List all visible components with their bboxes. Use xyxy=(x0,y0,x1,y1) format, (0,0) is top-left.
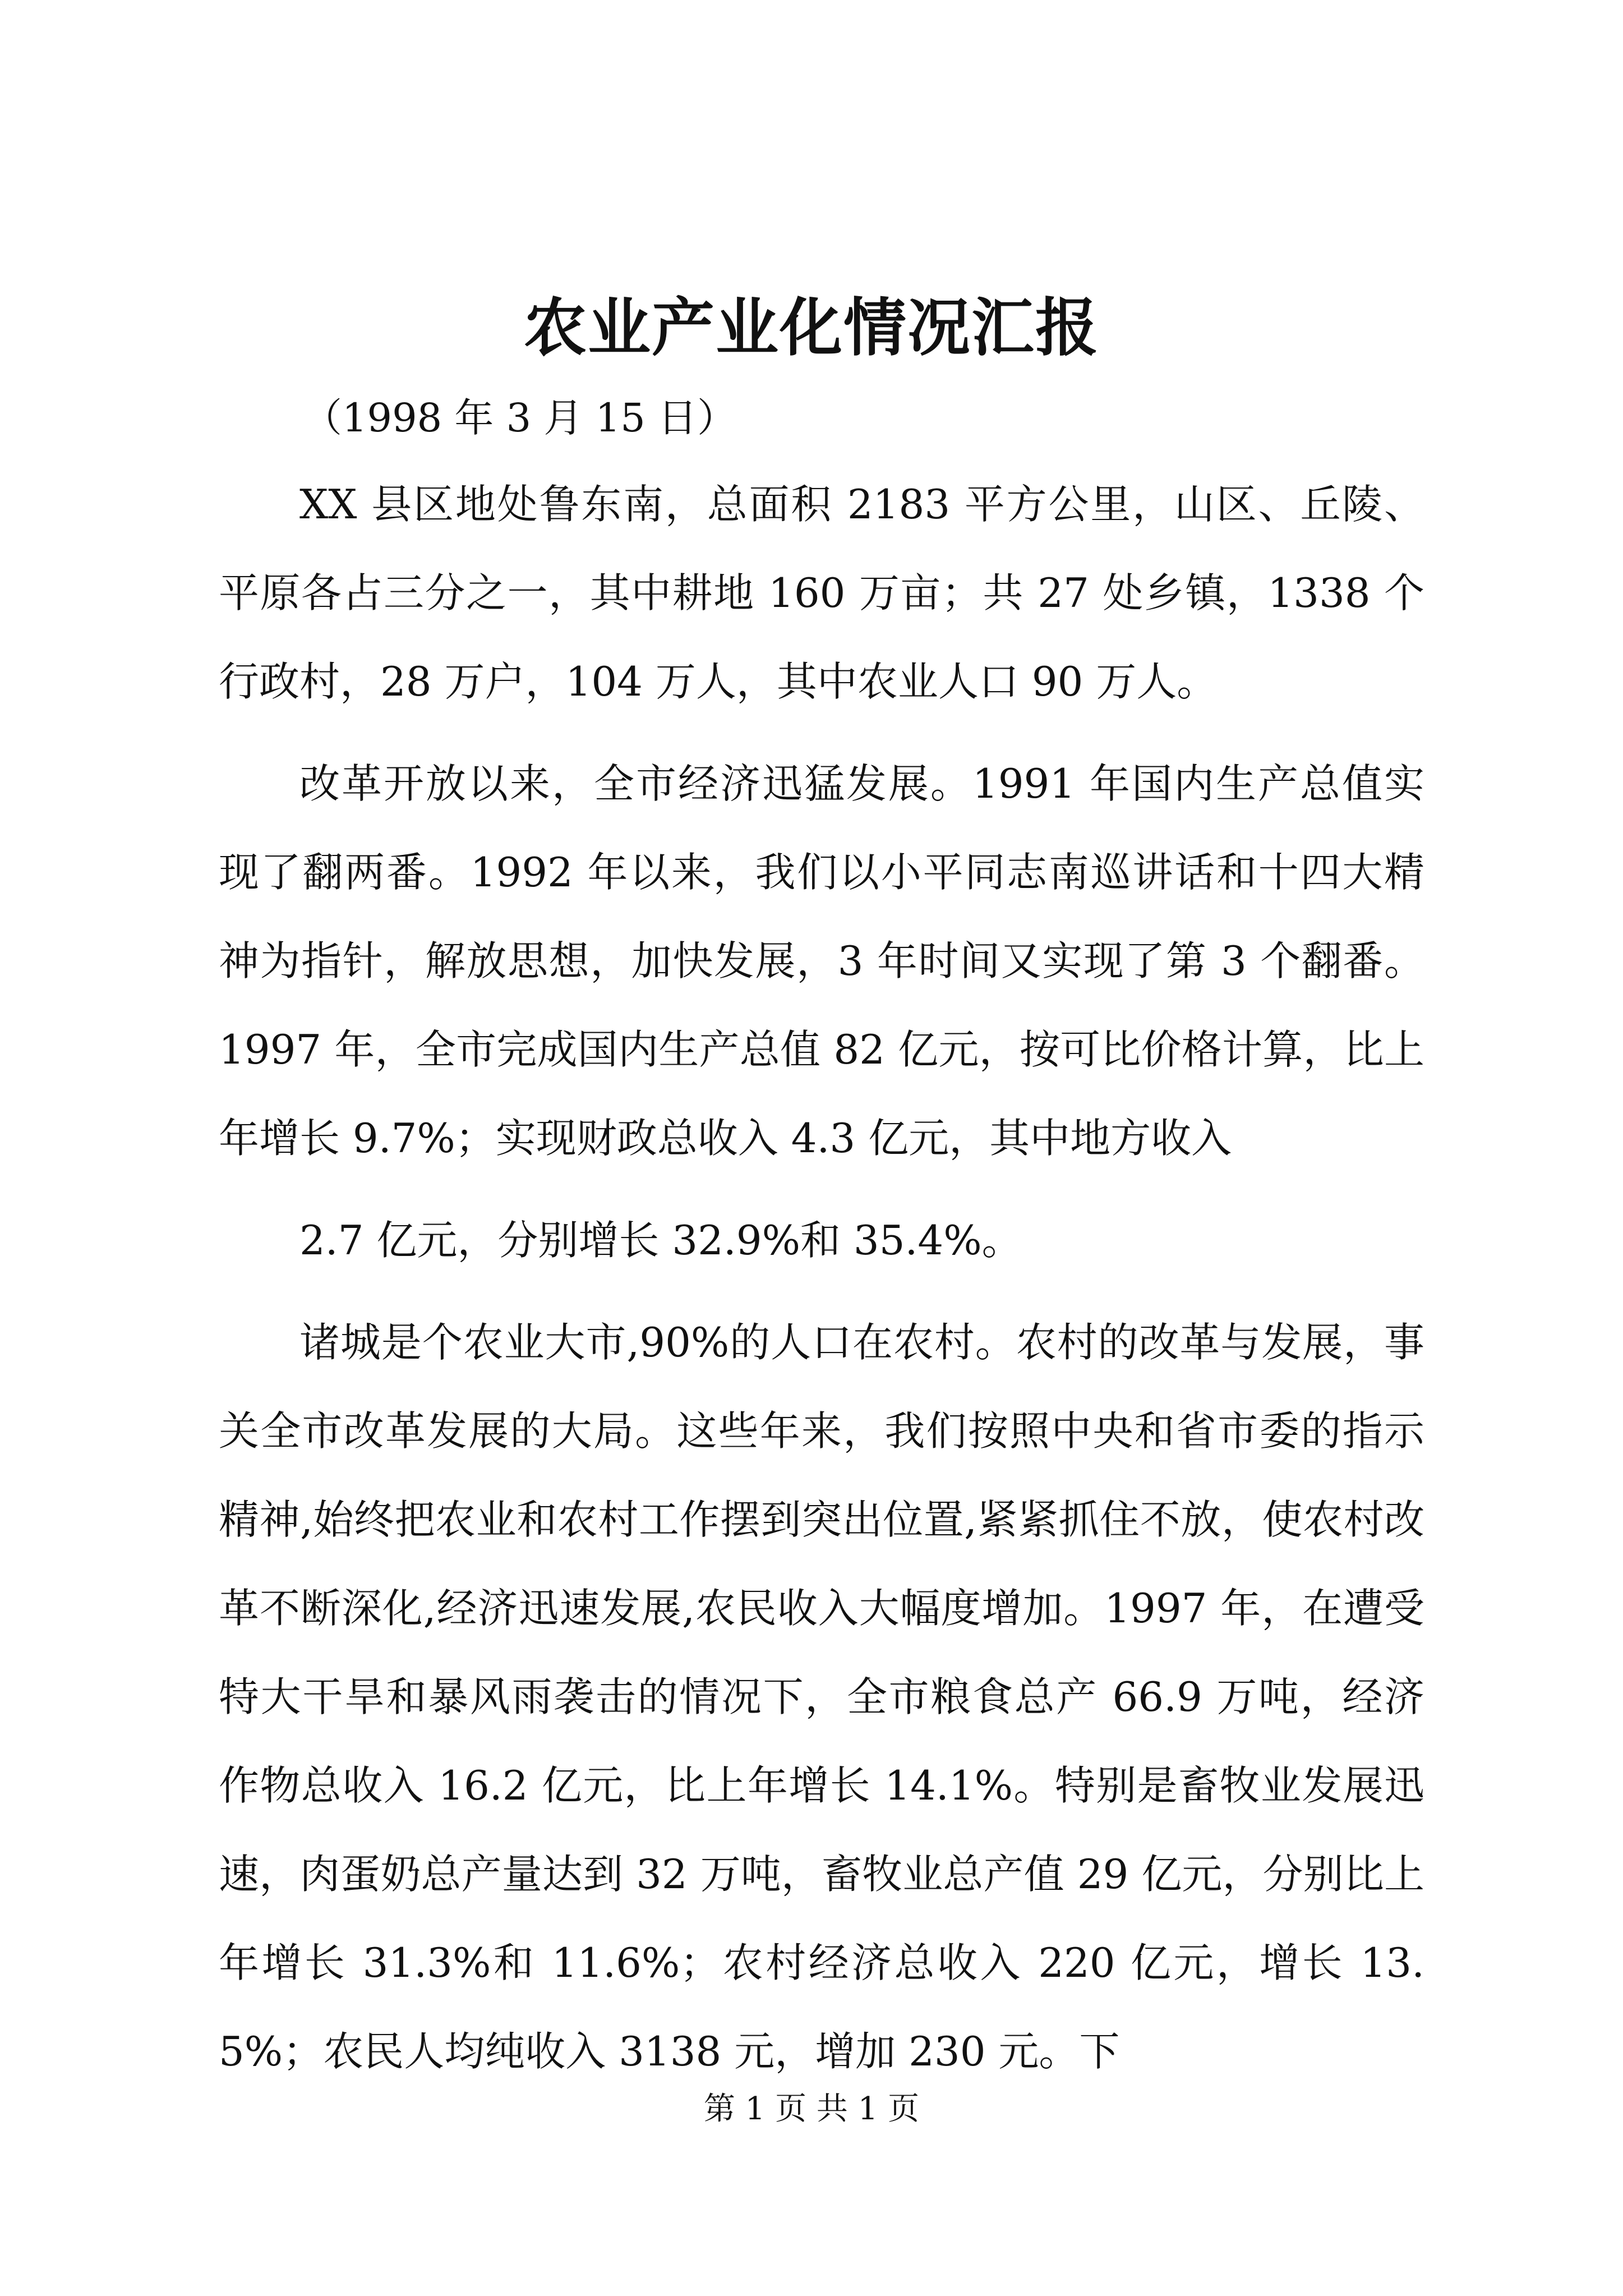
paragraph-overview: XX 县区地处鲁东南，总面积 2183 平方公里，山区、丘陵、平原各占三分之一，其中耕地 160 万亩；共 27 处乡镇，1338 个行政村，28 万户，104 万人，其中农业人口 90 万人。 xyxy=(219,481,1424,705)
paragraph-revenue-growth: 2.7 亿元，分别增长 32.9%和 35.4%。 xyxy=(299,1217,1022,1264)
document-date: （1998 年 3 月 15 日） xyxy=(303,395,737,441)
paragraph-agriculture: 诸城是个农业大市,90%的人口在农村。农村的改革与发展，事关全市改革发展的大局。这些年来，我们按照中央和省市委的指示精神,始终把农业和农村工作摆到突出位置,紧紧抓住不放，使农村改革不断深化,经济迅速发展,农民收入大幅度增加。1997 年，在遭受特大干旱和暴风雨袭击的情况下，全市粮食总产 66.9 万吨，经济作物总收入 16.2 亿元，比上年增长 14.1%。特别是畜牧业发展迅速，肉蛋奶总产量达到 32 万吨，畜牧业总产值 29 亿元，分别比上年增长 31.3%和 11.6%；农村经济总收入 220 亿元，增长 13.5%；农民人均纯收入 3138 元，增加 230 元。下 xyxy=(219,1319,1424,2075)
document-title: 农业产业化情况汇报 xyxy=(524,291,1099,365)
document-body xyxy=(219,460,1424,2109)
page-footer: 第 1 页 共 1 页 xyxy=(703,2091,920,2127)
paragraph-economy: 改革开放以来，全市经济迅猛发展。1991 年国内生产总值实现了翻两番。1992 年以来，我们以小平同志南巡讲话和十四大精神为指针，解放思想，加快发展，3 年时间又实现了第 3 个翻番。1997 年，全市完成国内生产总值 82 亿元，按可比价格计算，比上年增长 9.7%；实现财政总收入 4.3 亿元，其中地方收入 xyxy=(219,760,1424,1162)
